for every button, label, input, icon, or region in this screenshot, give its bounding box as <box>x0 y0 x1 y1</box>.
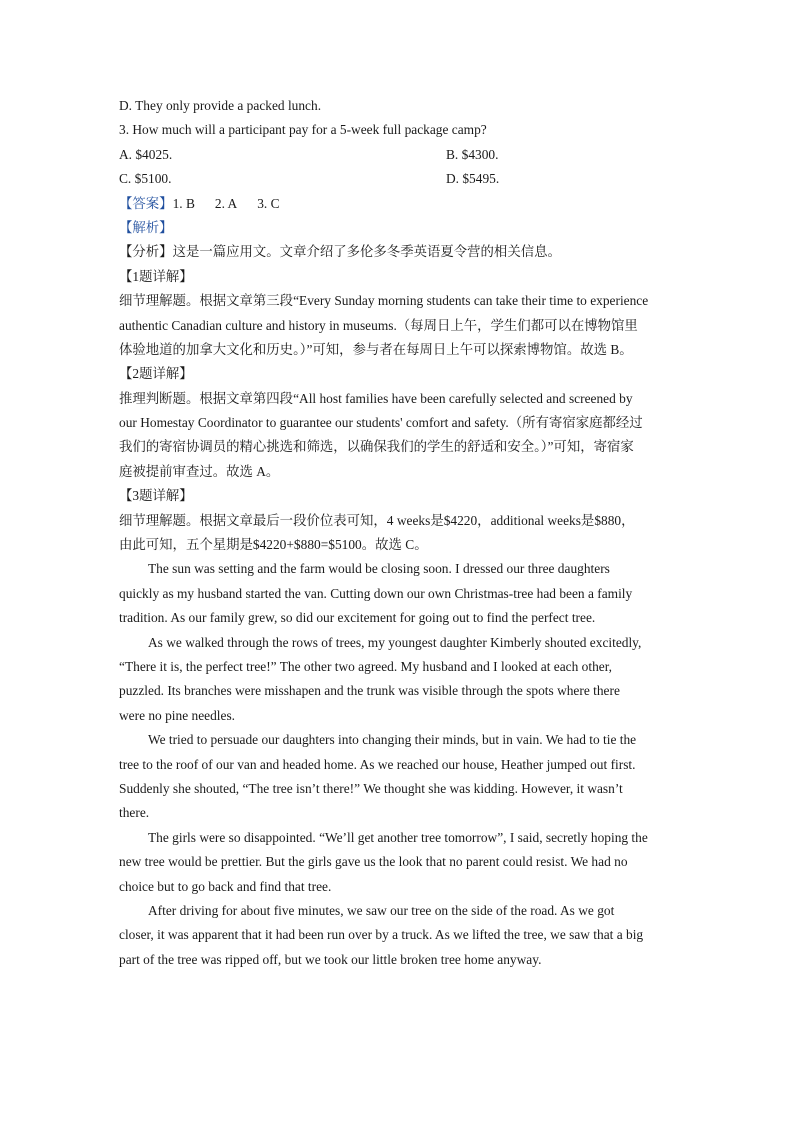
story-paragraph-4 <box>119 826 679 899</box>
story-p2-line-1: As we walked through the rows of trees, my youngest daughter Kimberly shouted excitedly, <box>148 634 642 650</box>
story-p3-line-3: Suddenly she shouted, “The tree isn’t there!” We thought she was kidding. However, it wasn’t <box>119 780 623 796</box>
detail2-tag: 【2题详解】 <box>119 366 193 382</box>
story-p4-line-3: choice but to go back and find that tree. <box>119 878 332 894</box>
fenxi-tag: 【分析】 <box>119 244 173 260</box>
detail3-line-1: 细节理解题。根据文章最后一段价位表可知，4 weeks是$4220，additional weeks是$880， <box>119 512 635 528</box>
story-p3-line-4: there. <box>119 805 150 821</box>
story-p1-line-3: tradition. As our family grew, so did our excitement for going out to find the perfect tree. <box>119 610 596 626</box>
q3-option-d: D. $5495. <box>446 171 500 187</box>
story-p5-line-3: part of the tree was ripped off, but we took our little broken tree home anyway. <box>119 951 542 967</box>
story-p4-line-1: The girls were so disappointed. “We’ll get another tree tomorrow”, I said, secretly hoping the <box>148 829 648 845</box>
detail1-line-3: 体验地道的加拿大文化和历史。）”可知，参与者在每周日上午可以探索博物馆。故选 B。 <box>119 341 633 357</box>
detail2-line-1: 推理判断题。根据文章第四段“All host families have been carefully selected and screened by <box>119 390 633 406</box>
q3-options-row-2 <box>119 167 679 191</box>
detail1-tag: 【1题详解】 <box>119 268 193 284</box>
story-p1-line-1: The sun was setting and the farm would be closing soon. I dressed our three daughters <box>148 561 610 577</box>
document-page <box>119 94 679 972</box>
answer-3: 3. C <box>257 195 280 211</box>
detail3-line-2: 由此可知，五个星期是$4220+$880=$5100。故选 C。 <box>119 537 428 553</box>
story-paragraph-1 <box>119 557 679 630</box>
story-paragraph-5 <box>119 899 679 972</box>
answer-line <box>119 192 679 216</box>
story-p5-line-2: closer, it was apparent that it had been run over by a truck. As we lifted the tree, we saw that a big <box>119 927 644 943</box>
q3-option-b: B. $4300. <box>446 146 499 162</box>
detail2-line-4: 庭被提前审查过。故选 A。 <box>119 463 280 479</box>
detail2-line-3: 我们的寄宿协调员的精心挑选和筛选，以确保我们的学生的舒适和安全。）”可知，寄宿家 <box>119 439 634 455</box>
analysis-tag: 【解析】 <box>119 219 173 235</box>
detail3-tag: 【3题详解】 <box>119 488 193 504</box>
story-p4-line-2: new tree would be prettier. But the girls gave us the look that no parent could resist. We had no <box>119 854 628 870</box>
story-p2-line-4: were no pine needles. <box>119 707 236 723</box>
q2-option-d: D. They only provide a packed lunch. <box>119 98 322 113</box>
answer-2: 2. A <box>214 195 238 211</box>
answer-tag: 【答案】 <box>119 195 173 211</box>
story-p3-line-1: We tried to persuade our daughters into changing their minds, but in vain. We had to tie the <box>148 732 637 748</box>
story-paragraph-2 <box>119 631 679 729</box>
q3-option-c: C. $5100. <box>119 171 172 187</box>
story-p1-line-2: quickly as my husband started the van. Cutting down our own Christmas-tree had been a family <box>119 585 633 601</box>
story-p3-line-2: tree to the roof of our van and headed home. As we reached our house, Heather jumped out first. <box>119 756 636 772</box>
answer-1: 1. B <box>172 195 195 211</box>
detail1-line-1: 细节理解题。根据文章第三段“Every Sunday morning students can take their time to experience <box>119 293 649 309</box>
q3-options-row-1 <box>119 143 679 167</box>
story-p2-line-3: puzzled. Its branches were misshapen and the trunk was visible through the spots where there <box>119 683 620 699</box>
fenxi-line <box>119 240 679 264</box>
story-p2-line-2: “There it is, the perfect tree!” The other two agreed. My husband and I looked at each other, <box>119 658 612 674</box>
q3-option-a: A. $4025. <box>119 146 173 162</box>
q3-stem: 3. How much will a participant pay for a 5-week full package camp? <box>119 122 487 138</box>
detail1-line-2: authentic Canadian culture and history in museums.（每周日上午，学生们都可以在博物馆里 <box>119 317 638 333</box>
fenxi-text: 这是一篇应用文。文章介绍了多伦多冬季英语夏令营的相关信息。 <box>172 244 561 260</box>
detail2-line-2: our Homestay Coordinator to guarantee our students' comfort and safety.（所有寄宿家庭都经过 <box>119 415 643 431</box>
story-p5-line-1: After driving for about five minutes, we saw our tree on the side of the road. As we got <box>148 902 615 918</box>
story-paragraph-3 <box>119 728 679 826</box>
